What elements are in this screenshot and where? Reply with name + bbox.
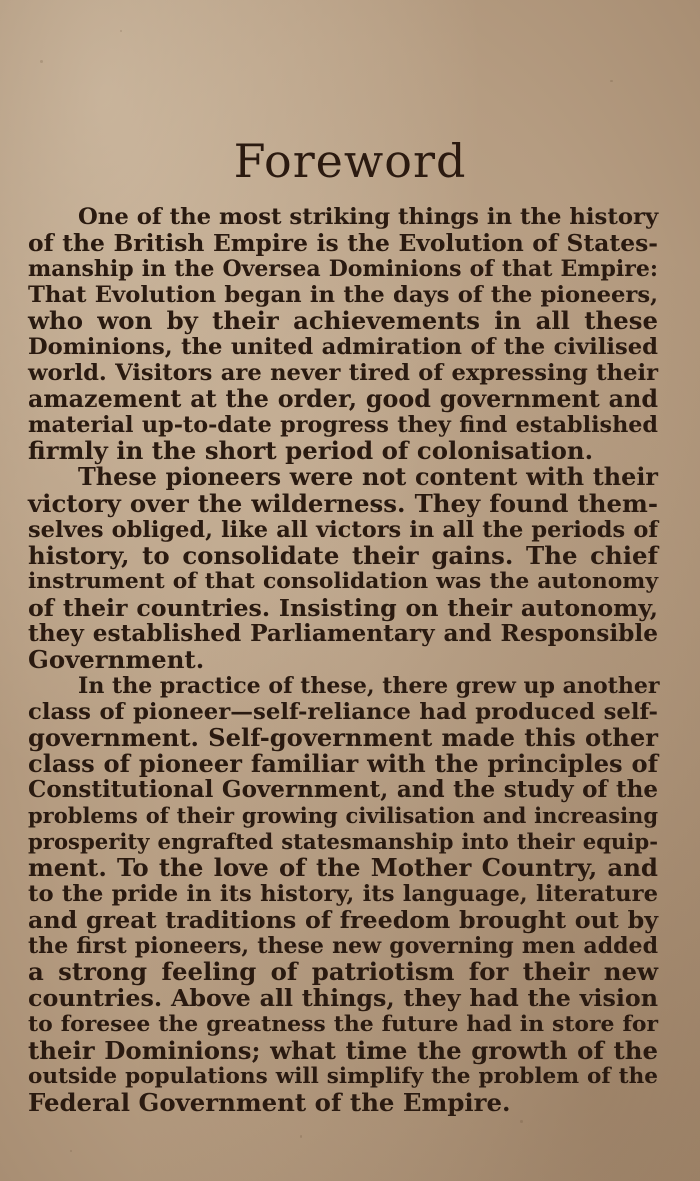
- text-line: world. Visitors are never tired of expressing their: [28, 360, 658, 387]
- text-line: firmly in the short period of colonisation.: [28, 436, 594, 466]
- text-line: their Dominions; what time the growth of the: [28, 1035, 658, 1065]
- text-line: In the practice of these, there grew up another: [78, 672, 660, 699]
- text-line: class of pioneer—self-reliance had produced self-: [28, 698, 658, 725]
- text-line: Dominions, the united admiration of the civilised: [28, 334, 658, 361]
- text-line: who won by their achievements in all these: [28, 306, 658, 336]
- text-line: selves obliged, like all victors in all the periods of: [28, 516, 658, 543]
- text-line: a strong feeling of patriotism for their new: [28, 957, 658, 987]
- paper-speck: [70, 1150, 72, 1152]
- paper-speck: [300, 1135, 302, 1138]
- text-line: instrument of that consolidation was the autonomy: [28, 568, 658, 594]
- text-line: victory over the wilderness. They found them-: [28, 488, 658, 518]
- text-line: and great traditions of freedom brought out by: [28, 906, 658, 935]
- paper-speck: [120, 30, 122, 32]
- text-line: Federal Government of the Empire.: [28, 1087, 511, 1117]
- text-line: to the pride in its history, its language, literature: [28, 881, 658, 908]
- text-line: amazement at the order, good government and: [28, 385, 658, 414]
- text-line: class of pioneer familiar with the principles of: [28, 748, 658, 778]
- text-line: prosperity engrafted statesmanship into their equip-: [28, 829, 658, 855]
- text-line: they established Parliamentary and Responsible: [28, 619, 658, 647]
- paper-speck: [40, 60, 43, 63]
- text-line: ment. To the love of the Mother Country, and: [28, 853, 658, 883]
- text-line: outside populations will simplify the problem of the: [28, 1063, 658, 1089]
- text-line: problems of their growing civilisation and increasing: [28, 803, 658, 829]
- foreword-text: [28, 204, 658, 1116]
- text-line: Government.: [28, 644, 205, 674]
- text-line: history, to consolidate their gains. The chief: [28, 540, 658, 570]
- paper-speck: [610, 80, 613, 82]
- text-line: That Evolution began in the days of the pioneers,: [28, 282, 658, 309]
- text-line: material up-to-date progress they find established: [28, 412, 658, 439]
- text-line: manship in the Oversea Dominions of that Empire:: [28, 256, 658, 283]
- text-line: of the British Empire is the Evolution of States-: [28, 229, 658, 258]
- text-line: Constitutional Government, and the study of the: [28, 776, 658, 804]
- text-line: One of the most striking things in the history: [78, 204, 659, 230]
- text-line: These pioneers were not content with their: [78, 463, 658, 492]
- text-line: countries. Above all things, they had the vision: [28, 984, 658, 1013]
- paper-speck: [520, 1120, 523, 1123]
- text-line: to foresee the greatness the future had in store for: [28, 1011, 658, 1038]
- text-line: the first pioneers, these new governing men added: [28, 933, 658, 960]
- page-title: Foreword: [233, 134, 467, 188]
- text-line: government. Self-government made this other: [28, 722, 658, 752]
- text-line: of their countries. Insisting on their autonomy,: [28, 593, 658, 622]
